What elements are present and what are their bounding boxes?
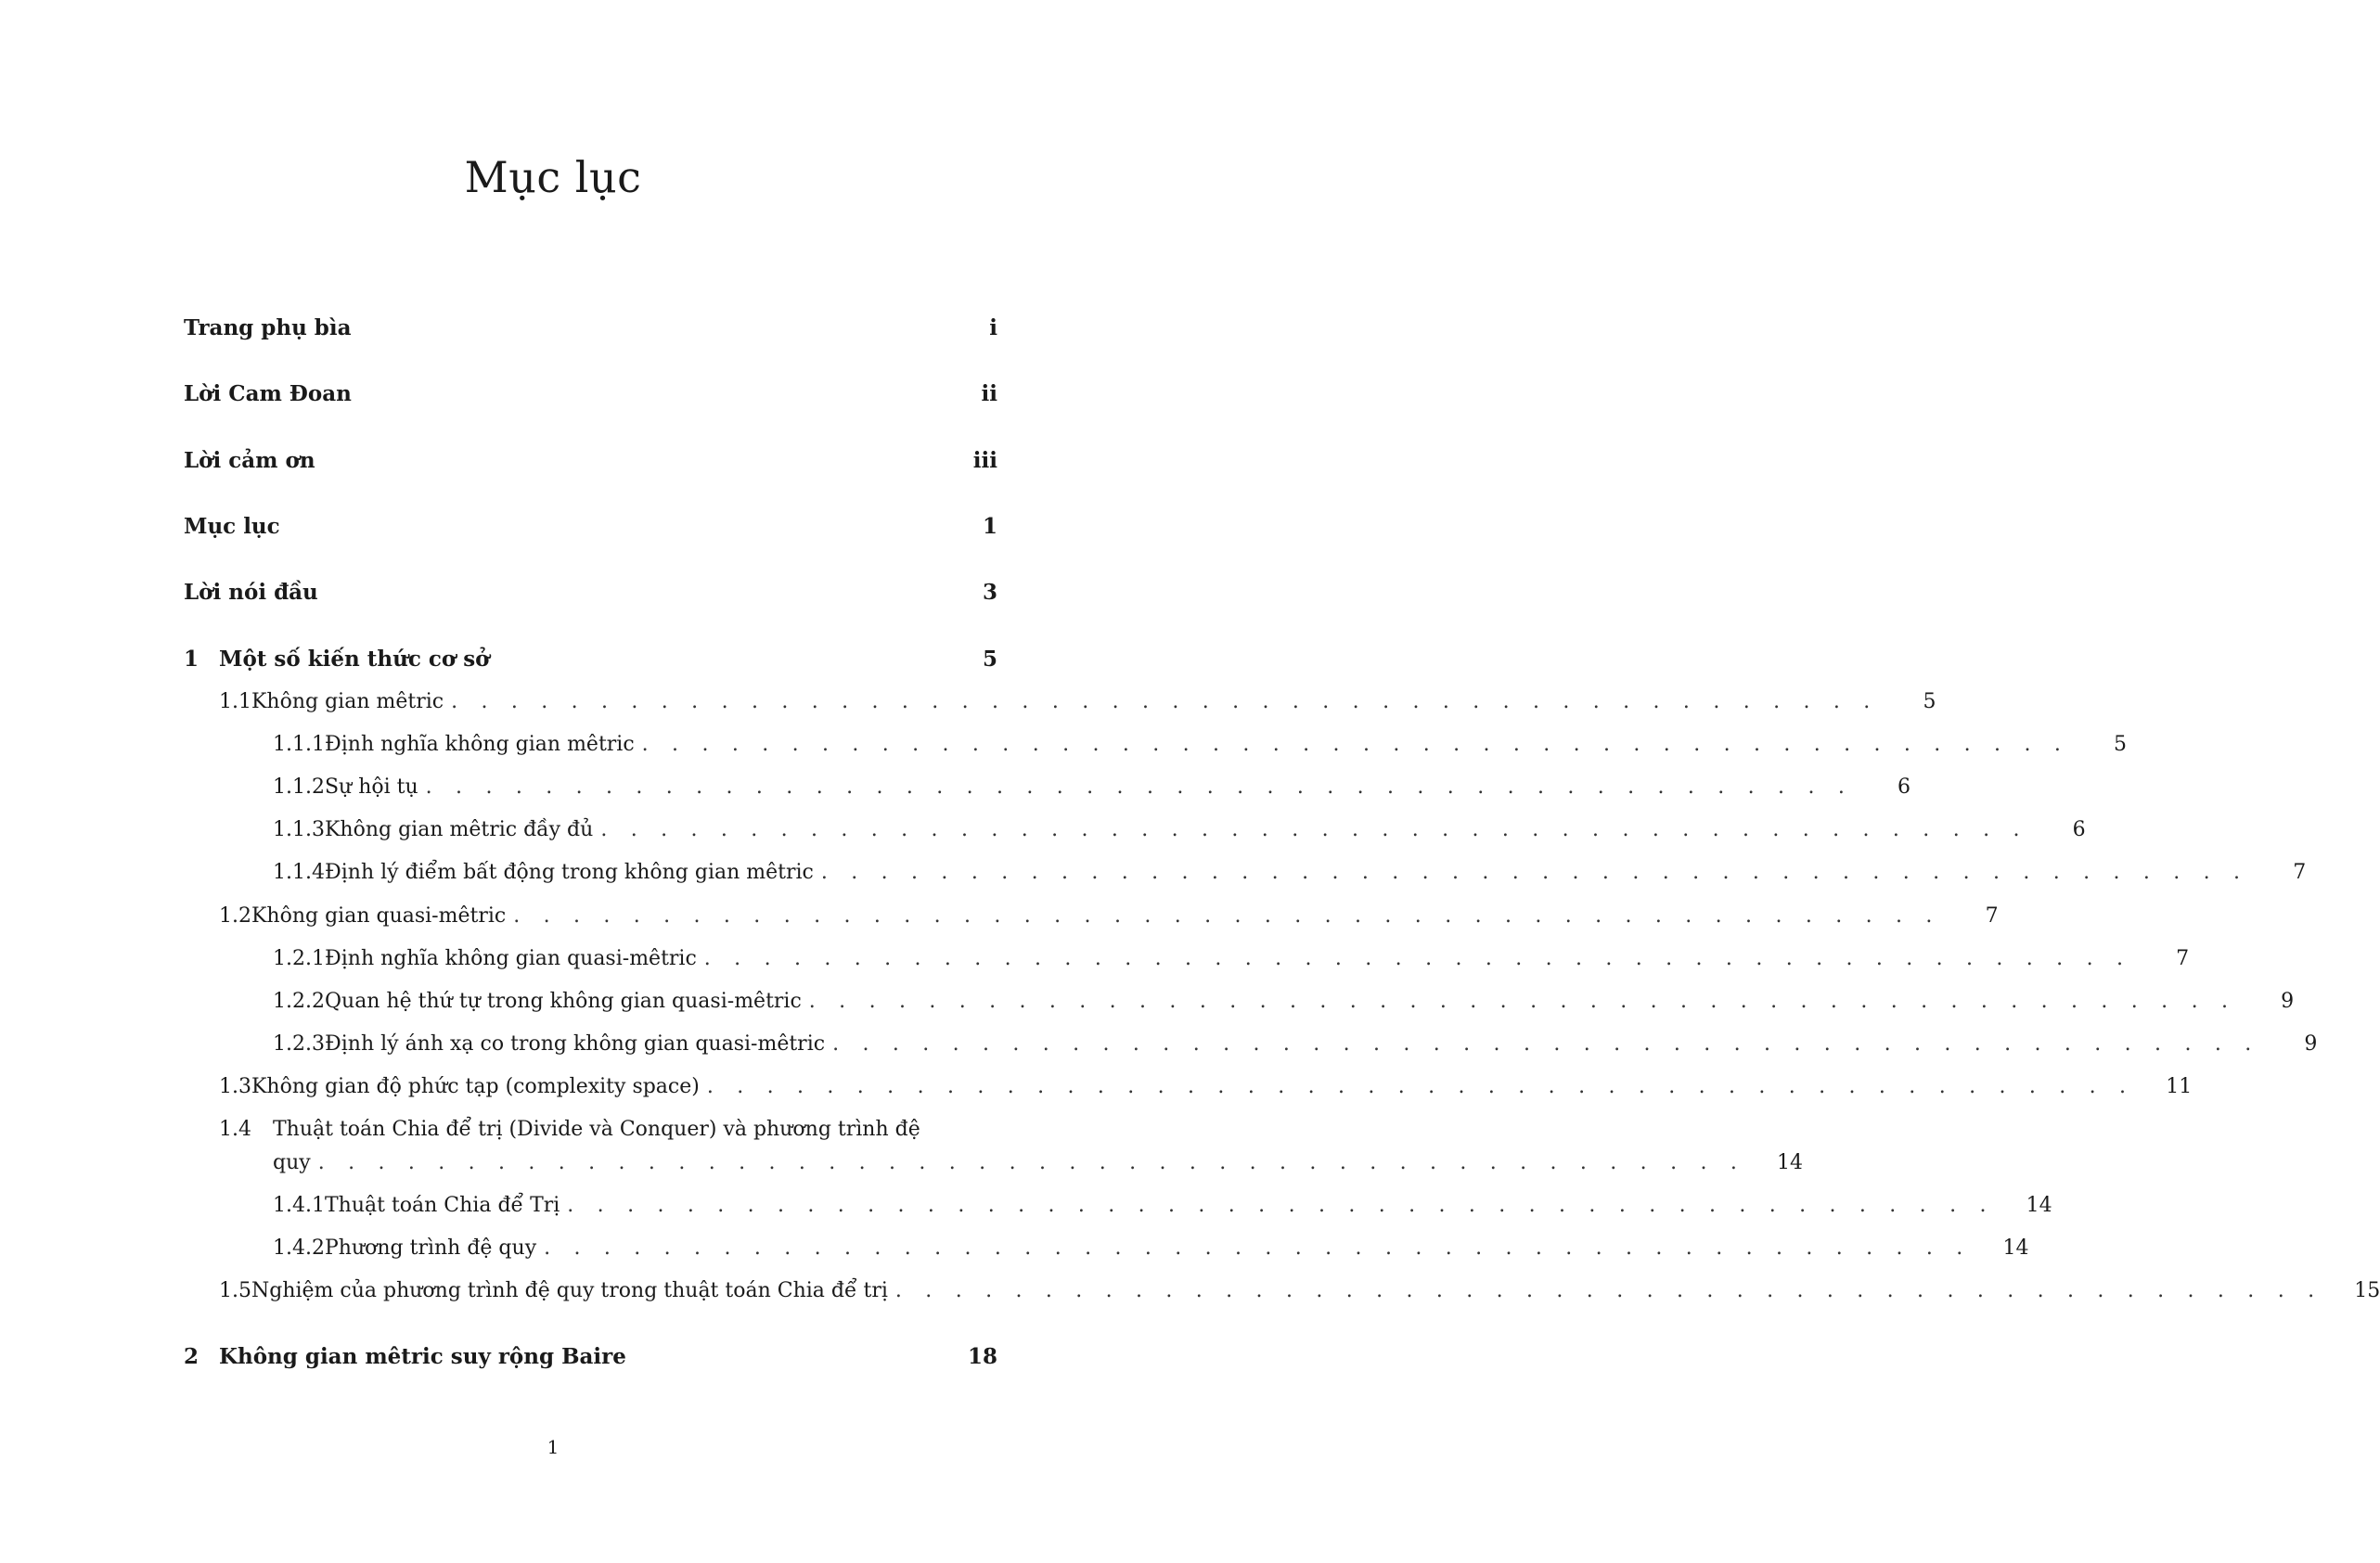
toc-entry-number: 1.4.1 [273,1194,325,1217]
toc-entry-label: Không gian mêtric đầy đủ [324,818,594,841]
toc-entry-page: 14 [2026,1194,2052,1217]
toc-entry-number: 1.1.4 [273,861,325,884]
toc-subsection-1-2-2[interactable] [273,985,2295,1019]
toc-entry-number: 1.2.2 [273,990,325,1013]
toc-entry-number: 1.2 [219,904,251,928]
leader-dots: . . . . . . . . . . . . . . . . . . . . . . . . . . . . . . . . . . . . . . . . . . . . . . . . [832,1032,2260,1056]
toc-entry-number: 1.5 [219,1279,251,1302]
leader-dots: . . . . . . . . . . . . . . . . . . . . . . . . . . . . . . . . . . . . . . . . . . . . . . . . [808,990,2237,1013]
toc-entry-number: 1.1.2 [273,775,325,799]
toc-entry-label: Định nghĩa không gian mêtric [324,733,635,756]
toc-entry-label: Lời nói đầu [184,580,318,605]
toc-entry-number: 1.2.3 [273,1032,325,1056]
toc-entry-number: 2 [184,1344,199,1369]
leader-dots: . . . . . . . . . . . . . . . . . . . . . . . . . . . . . . . . . . . . . . . . . . . . . . . . [425,775,1854,799]
toc-subsection-1-4-1[interactable] [273,1189,2052,1223]
toc-entry-page: 14 [2002,1236,2029,1260]
toc-subsection-1-4-2[interactable] [273,1232,2029,1265]
toc-entry-muc-luc[interactable] [184,510,997,544]
toc-entry-loi-cam-on[interactable] [184,444,997,478]
toc-entry-label: Không gian quasi-mêtric [251,904,507,928]
toc-entry-label: Không gian mêtric suy rộng Baire [219,1344,626,1369]
toc-entry-page: 18 [967,1344,997,1369]
leader-dots: . . . . . . . . . . . . . . . . . . . . . . . . . . . . . . . . . . . . . . . . . . . . . . . . [820,861,2249,884]
toc-entry-label: Mục lục [184,514,280,539]
toc-entry-page: 7 [2293,861,2307,884]
toc-entry-page: 6 [2072,818,2086,841]
toc-entry-loi-cam-doan[interactable] [184,378,997,411]
toc-section-1-3[interactable] [219,1070,2193,1104]
leader-dots: . . . . . . . . . . . . . . . . . . . . . . . . . . . . . . . . . . . . . . . . . . . . . . . . [894,1279,2323,1302]
toc-entry-page: 9 [2281,990,2295,1013]
toc-entry-number: 1.1.3 [273,818,325,841]
toc-entry-label-line1: Thuật toán Chia để trị (Divide và Conquer) và phương trình đệ [273,1118,920,1141]
leader-dots: . . . . . . . . . . . . . . . . . . . . . . . . . . . . . . . . . . . . . . . . . . . . . . . . [513,904,1941,928]
toc-entry-number: 1.4 [219,1118,251,1141]
toc-entry-label: Lời cảm ơn [184,448,315,473]
toc-entry-number: 1 [184,647,199,672]
leader-dots: . . . . . . . . . . . . . . . . . . . . . . . . . . . . . . . . . . . . . . . . . . . . . . . . [544,1236,1972,1260]
page-number: 1 [547,1436,560,1458]
toc-entry-page: iii [972,448,997,473]
toc-entry-label: Thuật toán Chia để Trị [324,1194,560,1217]
toc-entry-label: Định lý điểm bất động trong không gian mêtric [324,861,814,884]
toc-chapter-1[interactable] [184,643,997,676]
toc-section-1-2[interactable] [219,900,1999,933]
toc-section-1-4[interactable] [219,1113,997,1147]
toc-subsection-1-1-2[interactable] [273,771,1911,804]
leader-dots: . . . . . . . . . . . . . . . . . . . . . . . . . . . . . . . . . . . . . . . . . . . . . . . . [641,733,2070,756]
toc-subsection-1-2-3[interactable] [273,1028,2318,1061]
toc-section-1-4-continuation[interactable] [273,1147,1804,1180]
toc-entry-page: 9 [2304,1032,2318,1056]
toc-entry-number: 1.1 [219,690,251,713]
toc-subsection-1-1-1[interactable] [273,728,2128,762]
toc-entry-number: 1.4.2 [273,1236,325,1260]
toc-entry-page: ii [981,381,997,406]
leader-dots: . . . . . . . . . . . . . . . . . . . . . . . . . . . . . . . . . . . . . . . . . . . . . . . . [706,1075,2135,1098]
toc-entry-label: Không gian mêtric [251,690,444,713]
toc-chapter-2[interactable] [184,1340,997,1374]
leader-dots: . . . . . . . . . . . . . . . . . . . . . . . . . . . . . . . . . . . . . . . . . . . . . . . . [567,1194,1995,1217]
toc-entry-loi-noi-dau[interactable] [184,576,997,609]
toc-subsection-1-2-1[interactable] [273,942,2190,976]
page-title: Mục lục [464,152,642,202]
toc-entry-trang-phu-bia[interactable] [184,312,997,345]
toc-section-1-1[interactable] [219,685,1936,719]
toc-entry-page: 11 [2166,1075,2193,1098]
toc-entry-label: Lời Cam Đoan [184,381,352,406]
toc-entry-page: 5 [982,647,997,672]
toc-entry-number: 1.1.1 [273,733,325,756]
toc-entry-page: 14 [1777,1151,1804,1174]
toc-subsection-1-1-3[interactable] [273,814,2086,847]
toc-subsection-1-1-4[interactable] [273,856,2307,890]
toc-entry-number: 1.2.1 [273,947,325,970]
leader-dots: . . . . . . . . . . . . . . . . . . . . . . . . . . . . . . . . . . . . . . . . . . . . . . . . [703,947,2132,970]
toc-entry-label-line2: quy [273,1151,311,1174]
toc-entry-label: Quan hệ thứ tự trong không gian quasi-mêtric [324,990,802,1013]
toc-entry-label: Trang phụ bìa [184,315,352,340]
toc-entry-page: i [989,315,997,340]
toc-entry-page: 6 [1898,775,1911,799]
toc-entry-page: 5 [2114,733,2128,756]
toc-entry-number: 1.3 [219,1075,251,1098]
toc-entry-page: 7 [2176,947,2190,970]
toc-entry-label: Nghiệm của phương trình đệ quy trong thuật toán Chia để trị [251,1279,888,1302]
leader-dots: . . . . . . . . . . . . . . . . . . . . . . . . . . . . . . . . . . . . . . . . . . . . . . . . [451,690,1879,713]
leader-dots: . . . . . . . . . . . . . . . . . . . . . . . . . . . . . . . . . . . . . . . . . . . . . . . . [317,1151,1746,1174]
toc-entry-page: 5 [1923,690,1936,713]
toc-entry-page: 3 [982,580,997,605]
toc-entry-label: Không gian độ phức tạp (complexity space) [251,1075,700,1098]
toc-entry-page: 7 [1985,904,1999,928]
toc-entry-label: Định lý ánh xạ co trong không gian quasi-mêtric [324,1032,826,1056]
toc-entry-label: Sự hội tụ [324,775,418,799]
toc-section-1-5[interactable] [219,1275,2380,1308]
toc-entry-page: 15 [2354,1279,2380,1302]
toc-entry-label: Một số kiến thức cơ sở [219,647,490,672]
toc-entry-page: 1 [982,514,997,539]
leader-dots: . . . . . . . . . . . . . . . . . . . . . . . . . . . . . . . . . . . . . . . . . . . . . . . . [600,818,2028,841]
toc-entry-label: Định nghĩa không gian quasi-mêtric [324,947,697,970]
toc-entry-label: Phương trình đệ quy [324,1236,537,1260]
